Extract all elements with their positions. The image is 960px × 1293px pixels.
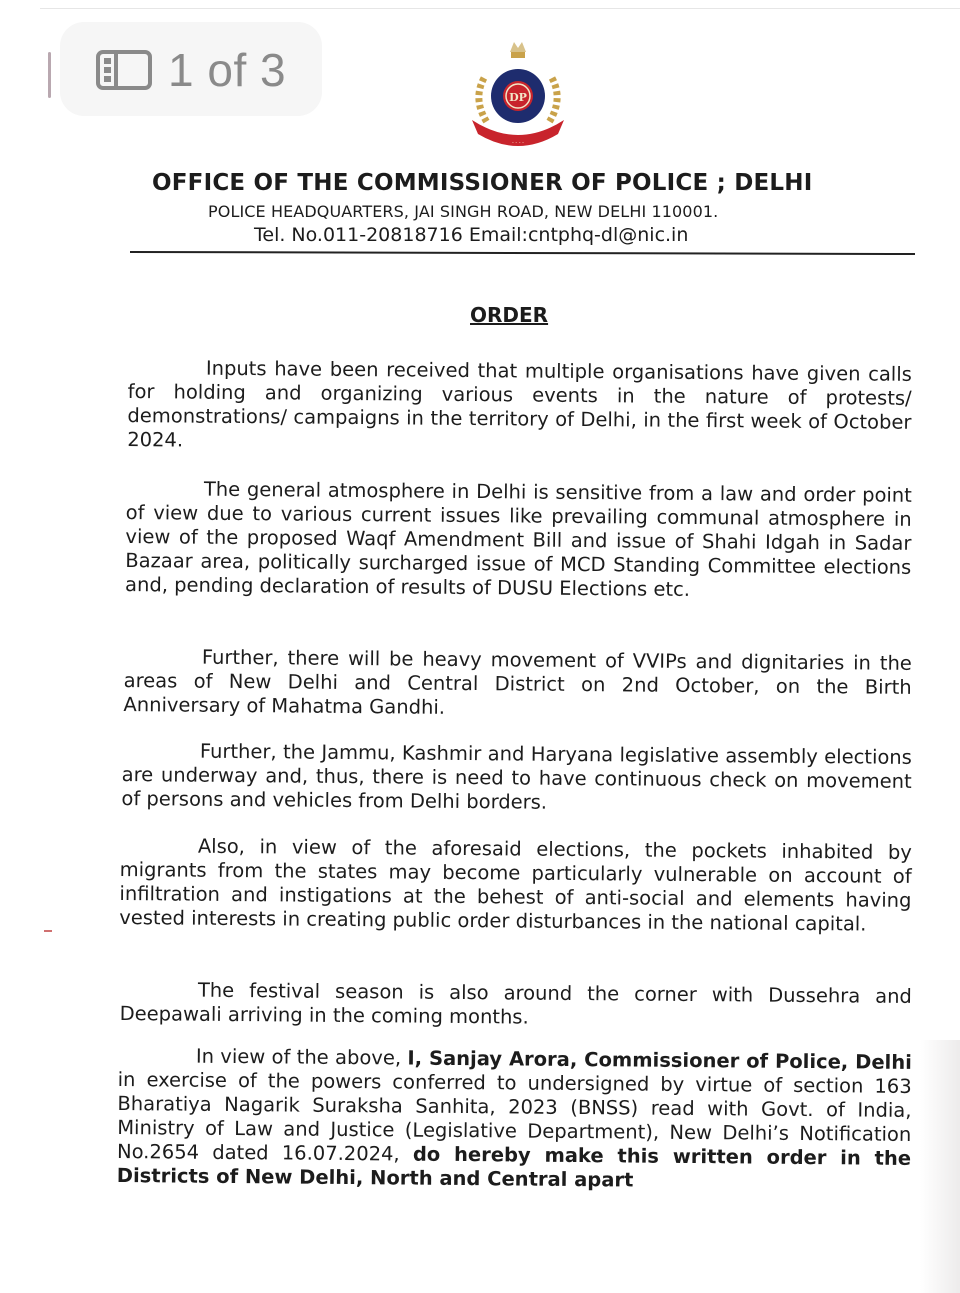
paragraph-7-order-clause: [117, 1044, 912, 1195]
page-indicator[interactable]: [60, 22, 322, 116]
sidebar-pages-icon: [96, 50, 152, 90]
paragraph-6-text: The festival season is also around the corner with Dussehra and Deepawali arriving in the coming months.: [119, 978, 912, 1029]
paragraph-2-text: The general atmosphere in Delhi is sensitive from a law and order point of view due to various current issues like prevailing communal atmosphere in view of the proposed Waqf Amendment Bill and issue of Shahi Idgah in Sadar Bazaar area, politically surcharged issue of MCD Standing Committee elections and, pending declaration of results of DUSU Elections etc.: [124, 477, 912, 601]
paragraph-1-text: Inputs have been received that multiple organisations have given calls for holding and organizing various events in the nature of protests/ demonstrations/ campaigns in the territory of Delhi, in the first week of October 2024.: [127, 356, 912, 452]
paragraph-4: [121, 739, 912, 818]
letterhead-address: POLICE HEADQUARTERS, JAI SINGH ROAD, NEW DELHI 110001.: [208, 202, 719, 221]
order-clause-intro: In view of the above,: [195, 1044, 408, 1070]
page-indicator-text: 1 of 3: [168, 44, 287, 96]
page-top-edge: [40, 8, 960, 9]
paragraph-4-text: Further, the Jammu, Kashmir and Haryana legislative assembly elections are underway and, thus, there is need to have continuous check on movement of persons and vehicles from Delhi borders.: [121, 739, 912, 814]
paragraph-2: [125, 477, 912, 604]
order-clause-body: in exercise of the powers conferred to undersigned by virtue of section 163 Bharatiya Nagarik Suraksha Sanhita, 2023 (BNSS) read with Govt. of India, Ministry of Law and Justice (Legislative Department), New Delhi’s Notification No.2654 dated 16.07.2024,: [116, 1067, 912, 1166]
paragraph-3: [123, 645, 912, 724]
page-curl-shadow: [920, 1040, 960, 1293]
letterhead-title: OFFICE OF THE COMMISSIONER OF POLICE ; DELHI: [152, 170, 813, 196]
svg-text:DP: DP: [509, 91, 527, 104]
margin-mark: [44, 930, 52, 932]
delhi-police-emblem-logo: [458, 38, 578, 156]
paragraph-3-text: Further, there will be heavy movement of VVIPs and dignitaries in the areas of New Delhi and Central District on 2nd October, on the Birth Anniversary of Mahatma Gandhi.: [123, 645, 912, 719]
order-heading: ORDER: [470, 303, 549, 327]
paragraph-5-text: Also, in view of the aforesaid elections, the pockets inhabited by migrants from the states may become particularly vulnerable on account of infiltration and instigations at the behest of anti-social and elements having vested interests in creating public order disturbances in the national capital.: [119, 834, 912, 936]
commissioner-name: I, Sanjay Arora, Commissioner of Police, Delhi: [407, 1046, 912, 1074]
paragraph-1: [127, 356, 912, 459]
paragraph-5: [119, 834, 912, 937]
order-directive: do hereby make this written order in the Districts of New Delhi, North and Central apart: [116, 1142, 912, 1192]
scroll-handle[interactable]: [48, 52, 51, 98]
letterhead-divider: [130, 251, 915, 255]
svg-text:- - - -: - - - -: [512, 140, 524, 146]
crown-icon: [510, 42, 526, 58]
letterhead-contact: Tel. No.011-20818716 Email:cntphq-dl@nic.in: [254, 224, 689, 246]
paragraph-6: [120, 978, 912, 1033]
